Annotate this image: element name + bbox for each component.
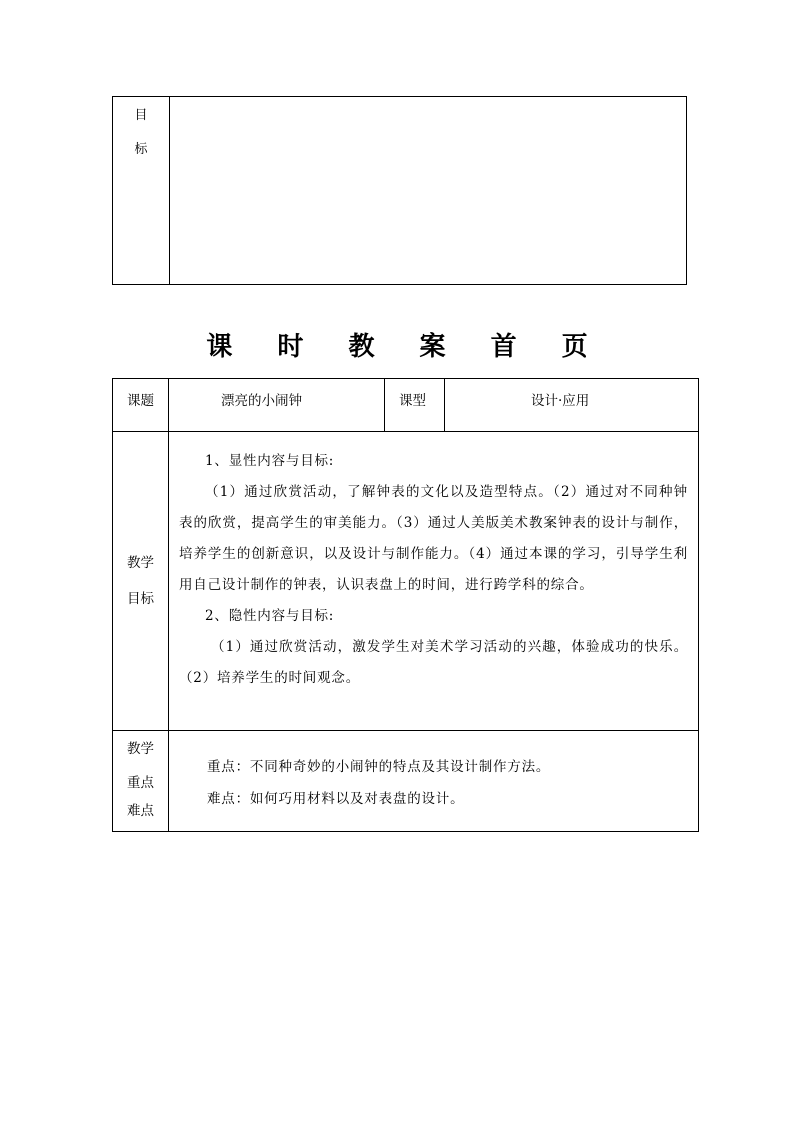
implicit-goals-heading: 2、隐性内容与目标: xyxy=(205,608,335,624)
objectives-box-top xyxy=(112,96,687,285)
key-point: 重点：不同种奇妙的小闹钟的特点及其设计制作方法。 xyxy=(207,759,551,775)
explicit-goals-body: （1）通过欣赏活动，了解钟表的文化以及造型特点。（2）通过对不同种钟表的欣赏，提高学生的审美能力。（3）通过人美版美术教案钟表的设计与制作，培养学生的创新意识，以及设计与制作能力。（4）通过本课的学习，引导学生利用自己设计制作的钟表，认识表盘上的时间，进行跨学科的综合。 xyxy=(179,484,688,593)
explicit-goals-heading: 1、显性内容与目标: xyxy=(205,453,335,469)
key-label-line2: 重点 xyxy=(127,775,154,791)
goals-content-cell xyxy=(169,432,699,731)
goals-label-line1: 教学 xyxy=(127,555,154,571)
type-label-cell xyxy=(385,379,445,432)
objectives-label-char-1: 目 xyxy=(134,108,148,123)
key-label-line1: 教学 xyxy=(127,741,154,757)
key-points-row xyxy=(113,731,699,832)
implicit-goals-body: （1）通过欣赏活动，激发学生对美术学习活动的兴趣，体验成功的快乐。（2）培养学生的时间观念。 xyxy=(179,639,688,686)
goals-label-line2: 目标 xyxy=(127,591,154,607)
topic-label: 课题 xyxy=(127,393,154,409)
difficult-point: 难点：如何巧用材料以及对表盘的设计。 xyxy=(207,791,465,807)
objectives-label-char-2: 标 xyxy=(134,142,148,157)
type-value: 设计·应用 xyxy=(531,393,590,409)
key-label-line3: 难点 xyxy=(127,803,154,819)
topic-value-cell xyxy=(169,379,385,432)
topic-value: 漂亮的小闹钟 xyxy=(221,393,302,409)
key-content-cell xyxy=(169,731,699,832)
key-label-cell xyxy=(113,731,169,832)
type-value-cell xyxy=(445,379,699,432)
type-label: 课型 xyxy=(399,393,426,409)
lesson-plan-table xyxy=(112,378,699,832)
goals-label-cell xyxy=(113,432,169,731)
topic-row xyxy=(113,379,699,432)
page-title: 课 时 教 案 首 页 xyxy=(206,332,606,362)
topic-label-cell xyxy=(113,379,169,432)
column-divider xyxy=(169,97,170,284)
goals-row xyxy=(113,432,699,731)
